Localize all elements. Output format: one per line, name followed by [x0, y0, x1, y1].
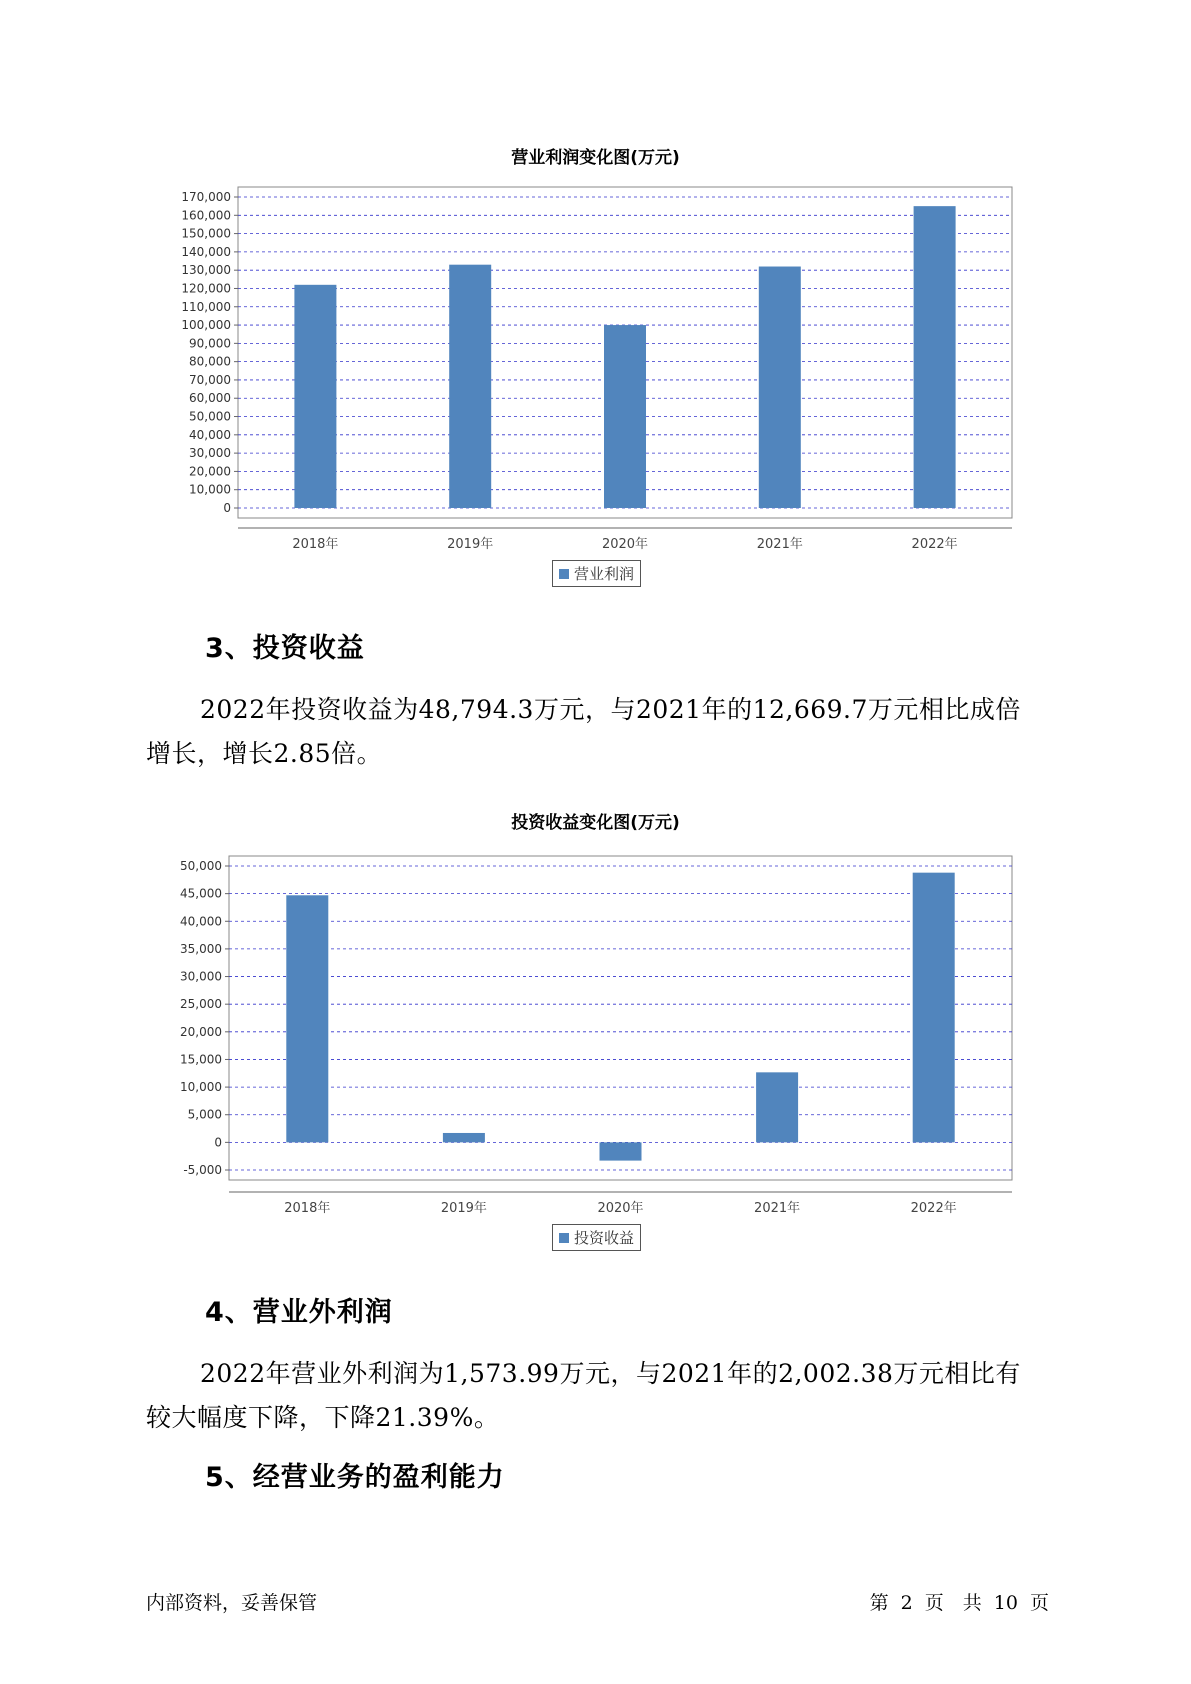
y-tick-label: -5,000: [183, 1163, 222, 1177]
legend-label: 营业利润: [574, 565, 635, 583]
footer-confidential-note: 内部资料，妥善保管: [146, 1592, 318, 1614]
x-tick-label: 2021年: [756, 537, 803, 552]
bar: [913, 873, 955, 1143]
y-tick-label: 90,000: [189, 336, 231, 351]
operating-profit-bar-chart: [0, 170, 1191, 552]
y-tick-label: 5,000: [187, 1107, 222, 1122]
y-tick-label: 120,000: [181, 281, 231, 296]
x-tick-label: 2020年: [601, 537, 649, 552]
y-tick-label: 0: [214, 1135, 222, 1150]
section-heading-operating-profitability: 5、经营业务的盈利能力: [205, 1462, 505, 1493]
y-tick-label: 130,000: [181, 263, 231, 278]
x-tick-label: 2022年: [910, 1201, 957, 1216]
y-tick-label: 20,000: [180, 1024, 222, 1039]
x-tick-label: 2020年: [597, 1201, 644, 1216]
y-tick-label: 100,000: [181, 318, 231, 333]
paragraph-investment-income: 2022年投资收益为48,794.3万元，与2021年的12,669.7万元相比成倍增长，增长2.85倍。: [146, 695, 1021, 768]
y-tick-label: 30,000: [189, 446, 231, 461]
bar: [286, 895, 328, 1142]
bar: [294, 285, 336, 508]
x-tick-label: 2019年: [440, 1201, 487, 1216]
y-tick-label: 10,000: [189, 482, 231, 497]
bar: [443, 1133, 485, 1142]
y-tick-label: 80,000: [189, 354, 231, 369]
chart-legend-operating-profit: [552, 560, 641, 587]
y-tick-label: 50,000: [180, 859, 222, 873]
bar: [759, 267, 801, 508]
footer-page-number: 第 2 页 共 10 页: [869, 1592, 1049, 1614]
y-tick-label: 50,000: [189, 409, 231, 424]
legend-swatch: [559, 569, 569, 579]
y-tick-label: 110,000: [181, 299, 231, 314]
y-tick-label: 40,000: [180, 914, 222, 929]
legend-label: 投资收益: [574, 1229, 635, 1247]
x-tick-label: 2022年: [911, 537, 958, 552]
y-tick-label: 15,000: [180, 1052, 222, 1067]
x-tick-label: 2021年: [754, 1201, 801, 1216]
x-tick-label: 2018年: [292, 537, 339, 552]
y-tick-label: 160,000: [181, 208, 231, 223]
section-heading-investment-income: 3、投资收益: [205, 633, 365, 664]
bar: [604, 325, 646, 508]
paragraph-non-operating-profit: 2022年营业外利润为1,573.99万元，与2021年的2,002.38万元相比有较大幅度下降，下降21.39%。: [146, 1359, 1021, 1432]
y-tick-label: 170,000: [181, 190, 231, 204]
plot-area: [229, 856, 1012, 1180]
y-tick-label: 40,000: [189, 427, 231, 442]
y-tick-label: 20,000: [189, 464, 231, 479]
y-tick-label: 70,000: [189, 372, 231, 387]
y-tick-label: 140,000: [181, 244, 231, 259]
y-tick-label: 30,000: [180, 969, 222, 984]
chart-title-operating-profit: 营业利润变化图(万元): [511, 148, 680, 168]
y-tick-label: 25,000: [180, 997, 222, 1012]
bar: [914, 206, 956, 508]
y-tick-label: 0: [223, 501, 231, 515]
y-tick-label: 10,000: [180, 1080, 222, 1095]
legend-swatch: [559, 1233, 569, 1243]
x-tick-label: 2018年: [284, 1201, 331, 1216]
y-tick-label: 35,000: [180, 941, 222, 956]
bar: [600, 1142, 642, 1160]
x-tick-label: 2019年: [447, 537, 494, 552]
y-tick-label: 60,000: [189, 391, 231, 406]
investment-income-bar-chart: [0, 840, 1191, 1216]
section-heading-non-operating-profit: 4、营业外利润: [205, 1297, 393, 1328]
chart-legend-investment-income: [552, 1224, 641, 1251]
y-tick-label: 150,000: [181, 226, 231, 241]
bar: [449, 265, 491, 508]
bar: [756, 1072, 798, 1142]
chart-title-investment-income: 投资收益变化图(万元): [511, 813, 680, 833]
y-tick-label: 45,000: [180, 886, 222, 901]
